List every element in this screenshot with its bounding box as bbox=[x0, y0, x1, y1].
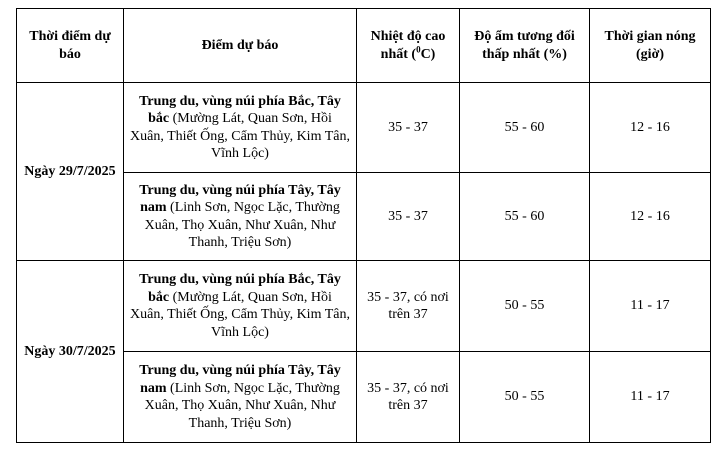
humidity-cell: 55 - 60 bbox=[460, 173, 590, 261]
header-temp-degree: 0 bbox=[416, 43, 421, 54]
table-row bbox=[17, 261, 711, 352]
humidity-cell: 55 - 60 bbox=[460, 83, 590, 173]
region-places: (Linh Sơn, Ngọc Lặc, Thường Xuân, Thọ Xuân, Như Xuân, Như Thanh, Triệu Sơn) bbox=[144, 380, 340, 431]
duration-cell: 11 - 17 bbox=[590, 352, 711, 443]
header-row bbox=[17, 9, 711, 83]
temperature-cell: 35 - 37, có nơi trên 37 bbox=[357, 352, 460, 443]
forecast-day-cell: Ngày 30/7/2025 bbox=[17, 261, 124, 443]
header-temp-prefix: Nhiệt độ cao nhất ( bbox=[370, 29, 446, 62]
humidity-cell: 50 - 55 bbox=[460, 352, 590, 443]
header-max-temperature bbox=[357, 9, 460, 83]
region-name: Trung du, vùng núi phía Tây, Tây nam bbox=[139, 182, 341, 215]
region-name: Trung du, vùng núi phía Bắc, Tây bắc bbox=[139, 93, 341, 126]
header-temp-suffix: C) bbox=[420, 46, 436, 62]
region-name: Trung du, vùng núi phía Bắc, Tây bắc bbox=[139, 272, 341, 305]
region-places: (Mường Lát, Quan Sơn, Hồi Xuân, Thiết Ống, Cẩm Thủy, Kim Tân, Vĩnh Lộc) bbox=[130, 111, 350, 161]
location-cell bbox=[124, 261, 357, 352]
duration-cell: 12 - 16 bbox=[590, 173, 711, 261]
table-row bbox=[17, 83, 711, 173]
header-heat-duration: Thời gian nóng (giờ) bbox=[590, 9, 711, 83]
header-forecast-location: Điểm dự báo bbox=[124, 9, 357, 83]
temperature-cell: 35 - 37 bbox=[357, 83, 460, 173]
header-forecast-time: Thời điểm dự báo bbox=[17, 9, 124, 83]
location-cell bbox=[124, 173, 357, 261]
location-cell bbox=[124, 352, 357, 443]
region-places: (Linh Sơn, Ngọc Lặc, Thường Xuân, Thọ Xuân, Như Xuân, Như Thanh, Triệu Sơn) bbox=[144, 200, 340, 250]
location-cell bbox=[124, 83, 357, 173]
region-name: Trung du, vùng núi phía Tây, Tây nam bbox=[139, 363, 341, 396]
temperature-cell: 35 - 37 bbox=[357, 173, 460, 261]
humidity-cell: 50 - 55 bbox=[460, 261, 590, 352]
temperature-cell: 35 - 37, có nơi trên 37 bbox=[357, 261, 460, 352]
duration-cell: 12 - 16 bbox=[590, 83, 711, 173]
heat-forecast-table bbox=[16, 8, 711, 443]
region-places: (Mường Lát, Quan Sơn, Hồi Xuân, Thiết Ống, Cẩm Thủy, Kim Tân, Vĩnh Lộc) bbox=[130, 289, 350, 340]
duration-cell: 11 - 17 bbox=[590, 261, 711, 352]
forecast-day-cell: Ngày 29/7/2025 bbox=[17, 83, 124, 261]
header-min-humidity: Độ ẩm tương đối thấp nhất (%) bbox=[460, 9, 590, 83]
